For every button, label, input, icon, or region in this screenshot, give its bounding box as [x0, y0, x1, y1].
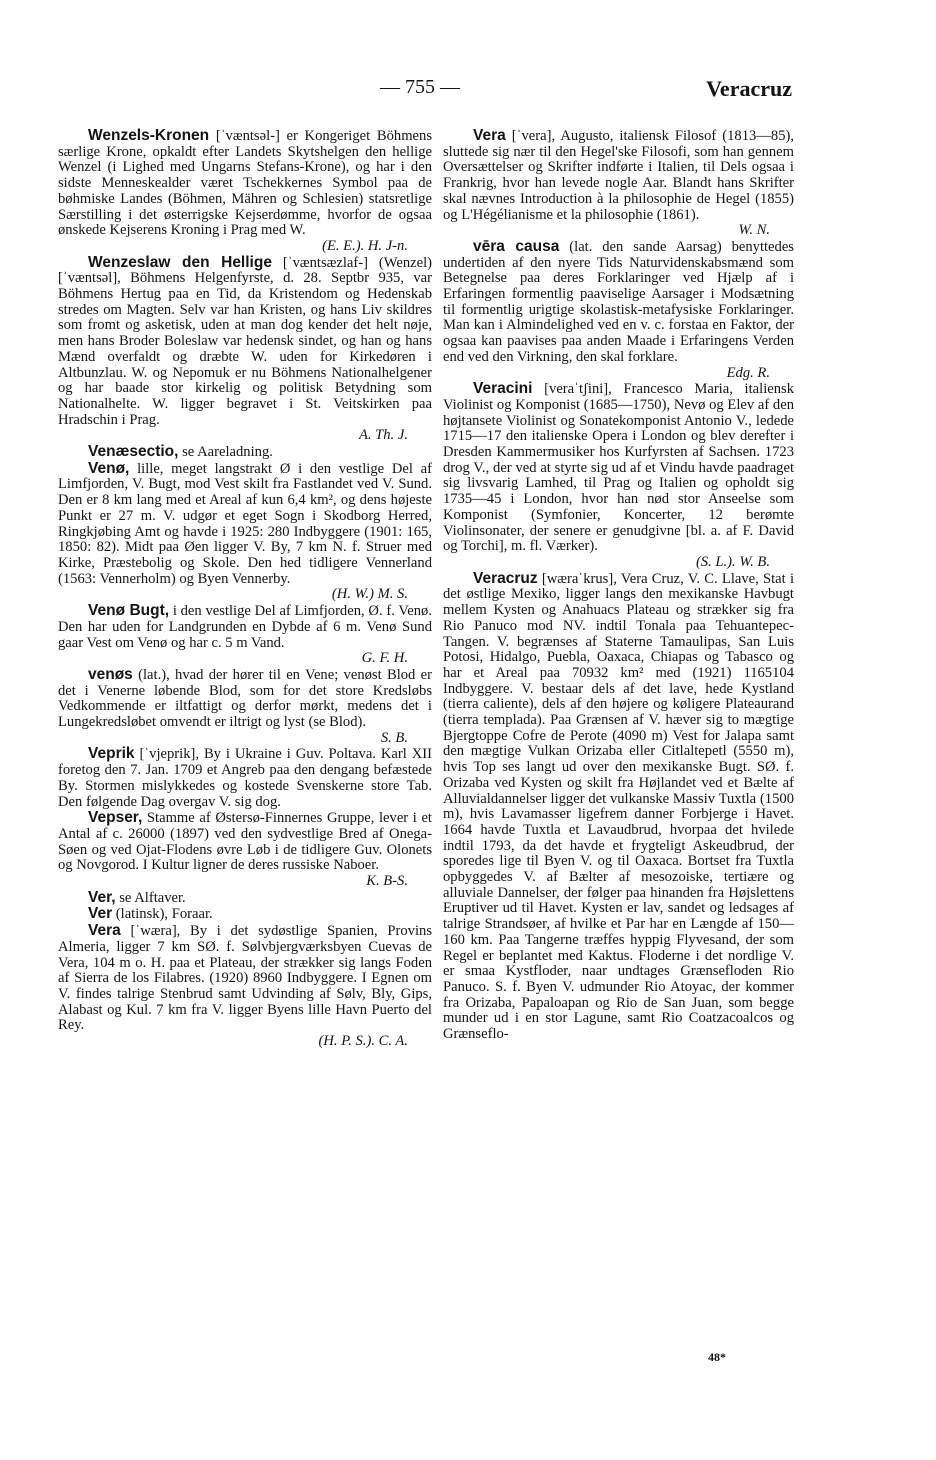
- entry-author-signature: (S. L.). W. B.: [695, 553, 770, 570]
- entry-text: (latinsk), Foraar.: [112, 906, 213, 923]
- entry-author-signature: (H. W.) M. S.: [331, 586, 408, 603]
- entry-author-signature: A. Th. J.: [358, 427, 408, 444]
- entry-author-signature: W. N.: [738, 222, 770, 239]
- entry-text: (lat.), hvad der hører til en Vene; venøst Blod er det i Venerne løbende Blod, som for det store Kredsløbs Vedkommende er iltfattigt og derfor mørkt, medens det i Lungekredsløbet omvendt er iltrigt og lyst (se Blod).: [58, 666, 432, 731]
- entry-author-signature: S. B.: [380, 729, 408, 746]
- entry: [58, 746, 432, 810]
- entry-text: [wæraˈkrus], Vera Cruz, V. C. Llave, Stat i det østlige Mexiko, ligger langs den mexikanske Havbugt mellem Kysten og Anahuacs Plateau og strækker sig fra Rio Panuco mod NV. indtil Tonala paa Tehuantepec-Tangen. V. begrænses af Staterne Tamaulipas, San Luis Potosi, Hidalgo, Puebla, Oaxaca, Chiapas og Tabasco og har et Areal paa 70932 km² med (1921) 1165104 Indbyggere. V. bestaar dels af det lave, hede Kystland (tierra caliente), dels af den højere og køligere Plateaurand (tierra templada). Paa Grænsen af V. hæver sig to mægtige Bjergtoppe Cofre de Perote (4090 m) Vest for Jalapa samt den mægtige Vulkan Orizaba eller Citlaltepetl (5550 m), hvis Top ses langt ud over den mexikanske Bugt. SØ. f. Orizaba ved Kysten og skilt fra Højlandet ved et Bælte af Alluvialdannelser ligger det vulkanske Massiv Tuxtla (1500 m), hvis Lavamasser ligefrem danner Forbjerge i Havet. 1664 havde Tuxtla et Lavaudbrud, hvorpaa det hvilede indtil 1793, da det havde et frygteligt Askeudbrud, der sporedes lige til Byen V. og til Oaxaca. Bortset fra Tuxtla opbyggedes V. af Bælter af mesozoiske, tertiære og alluviale Dannelser, der følger paa hinanden fra Højslettens Eruptiver ud til Havet. Kysten er lav, sandet og ledsages af talrige Strandsøer, af hvilke et Par har en Længde af 150—160 km. Paa Tangerne træffes hyppig Flyvesand, der som Regel er beplantet med Kaktus. Floderne i det nordlige V. er smaa Kystfloder, naar undtages Grænsefloden Rio Panuco. S. f. Byen V. udmunder Rio Atoyac, der kommer fra Orizaba, Papaloapan og Rio de San Juan, som begge munder ud i en stor Lagune, samt Rio Coatzacoalcos og Grænseflo-: [443, 570, 794, 1043]
- entry: [58, 603, 432, 667]
- entry-headword: venøs: [88, 665, 133, 683]
- entry-headword: Veprik: [88, 745, 135, 763]
- entry-headword: Veracini: [473, 380, 533, 398]
- entry-author-signature: G. F. H.: [361, 650, 408, 667]
- entry: [58, 444, 432, 461]
- entry: [443, 381, 794, 570]
- entry-text: [ˈwæra], By i det sydøstlige Spanien, Provins Almeria, ligger 7 km SØ. f. Sølvbjergværksbyen Cuevas de Vera, 104 m o. H. paa et Plateau, der strækker sig langs Foden af Sierra de los Filabres. (1920) 8960 Indbyggere. I Egnen om V. findes talrige Stenbrud samt Udvinding af Sølv, Bly, Gips, Alabast og Kul. 7 km fra V. ligger Byens lille Havn Puerto del Rey.: [58, 923, 432, 1034]
- entry: [443, 128, 794, 239]
- entry-text: (lat. den sande Aarsag) benyttedes undertiden af den nyere Tids Naturvidenskabsmænd som Betegnelse paa deres Forklaringer ved Hjælp af i Erfaringen formentlig paaviselige Aarsager i Modsætning til formentlig urigtige skolastisk-metafysiske Forklaringer. Man kan i Almindelighed ved en v. c. forstaa en Faktor, der ogsaa kan paavises paa anden Maade i Erfaringens Verden end ved den Virkning, den skal forklare.: [443, 238, 794, 365]
- entry-text: Stamme af Østersø-Finnernes Gruppe, lever i et Antal af c. 26000 (1897) ved den sydvestlige Bred af Onega-Søen og ved Ojat-Flodens øvre Løb i de tidligere Guv. Olonets og Novgorod. I Kultur ligner de deres russiske Naboer.: [58, 810, 432, 874]
- page-header: [0, 76, 936, 110]
- entry-text: i den vestlige Del af Limfjorden, Ø. f. Venø. Den har uden for Landgrunden en Dybde af 6 m. Venø Sund gaar Vest om Venø og har c. 5 m Vand.: [58, 603, 432, 651]
- entry-author-signature: (H. P. S.). C. A.: [318, 1033, 408, 1050]
- entry-headword: Vera: [473, 127, 506, 144]
- entry-headword: Venø Bugt,: [88, 602, 170, 620]
- entry-headword: Wenzeslaw den Hellige: [88, 253, 272, 271]
- entry: [58, 923, 432, 1050]
- entry-headword: Ver,: [88, 888, 116, 906]
- entry-text: [ˈvera], Augusto, italiensk Filosof (1813—85), sluttede sig nær til den Hegel'ske Filosofi, som han gennem Oversættelser og Skrifter indførte i Italien, til Dels ogsaa i Frankrig, hvor han levede nogle Aar. Blandt hans Skrifter skal nævnes Introduction à la philosophie de Hegel (1855) og L'Hégélianisme et la philosophie (1861).: [443, 128, 794, 223]
- entry: [58, 461, 432, 603]
- entry: [58, 810, 432, 890]
- entry: [58, 890, 432, 907]
- entry-text: se Aareladning.: [178, 444, 273, 461]
- entry-headword: Venæsectio,: [88, 443, 179, 461]
- printer-signature-mark: 48*: [708, 1350, 726, 1364]
- entry-author-signature: Edg. R.: [726, 364, 770, 381]
- entry: [58, 906, 432, 923]
- entry-headword: Veracruz: [473, 569, 538, 587]
- entry-author-signature: (E. E.). H. J-n.: [322, 237, 408, 254]
- entry-headword: vēra causa: [473, 237, 560, 255]
- entry-text: se Alftaver.: [115, 889, 186, 906]
- entry-text: [ˈvjeprik], By i Ukraine i Guv. Poltava. Karl XII foretog den 7. Jan. 1709 et Angreb paa den dengang befæstede By. Stormen mislykkedes og kostede Svenskerne store Tab. Den følgende Dag overgav V. sig dog.: [58, 746, 432, 810]
- entry-author-signature: K. B-S.: [366, 873, 408, 890]
- entry: [58, 128, 432, 255]
- page-number: — 755 —: [380, 76, 460, 98]
- entry-headword: Vera: [88, 922, 121, 940]
- entry-text: [veraˈtʃini], Francesco Maria, italiensk Violinist og Komponist (1685—1750), Nevø og Elev af den højtansete Violinist og Sonatekomponist Antonio V., ledede 1715—17 den italienske Opera i London og blev derefter i Dresden Kammermusiker hos Kurfyrsten af Sachsen. 1723 drog V., der ved at styrte sig ud af et Vindu havde paadraget sig livsvarig Lamhed, til Prag og Italien og opholdt sig 1735—45 i London, hvor han nød stor Anseelse som Komponist (Symfonier, Koncerter, 12 berømte Violinsonater, der senere er genudgivne [bl. a. af F. David og Torchi], m. fl. Værker).: [443, 381, 794, 555]
- entry-headword: Ver: [88, 905, 113, 923]
- left-column: [58, 128, 432, 1050]
- entry-headword: Venø,: [88, 459, 130, 477]
- entry-text: lille, meget langstrakt Ø i den vestlige Del af Limfjorden, V. Bugt, mod Vest skilt fra Fastlandet ved V. Sund. Den er 8 km lang med et Areal af kun 6,4 km², og dens højeste Punkt er 27 m. V. udgør et eget Sogn i Skodborg Herred, Ringkjøbing Amt og havde i 1925: 280 Indbyggere (1901: 165, 1850: 82). Midt paa Øen ligger V. By, 7 km N. f. Struer med Kirke, Præstebolig og Skole. Den hed tidligere Vennerland (1563: Vennerholm) og Byen Vennerby.: [58, 460, 432, 587]
- entry-headword: Vepser,: [88, 809, 143, 827]
- running-head: Veracruz: [706, 76, 792, 101]
- entry-text: [ˈvæntsəl-] er Kongeriget Böhmens særlige Krone, opkaldt efter Landets Skytshelgen den hellige Wenzel (i Lighed med Ungarns Stefans-Krone), og har i den sidste Menneskealder været Tschekkernes Symbol paa de bøhmiske Landes (Böhmen, Mähren og Schlesien) statsretlige Særstilling i det østerrigske Kejserdømme, hvorfor de ogsaa ønskede Kejserens Kroning i Prag med W.: [58, 128, 432, 239]
- entry-headword: Wenzels-Kronen: [88, 127, 210, 144]
- right-column: [443, 128, 794, 1043]
- entry-text: [ˈvæntsæzlaf-] (Wenzel) [ˈvæntsəl], Böhmens Helgenfyrste, d. 28. Septbr 935, var Böhmens Hertug paa en Tid, da Kristendom og Hedenskab stredes om Magten. Selv var han Kristen, og hans Liv skildres som fromt og asketisk, uden at man dog kender det helt nøje, men hans Broder Boleslaw var hedensk sindet, og han og hans Mænd overfaldt og dræbte W. uden for Kirkedøren i Altbunzlau. W. og Nepomuk er nu Böhmens Nationalhelgener og har baade stor kirkelig og politisk Betydning som Nationalhelte. W. ligger begravet i St. Veitskirken paa Hradschin i Prag.: [58, 254, 433, 428]
- entry: [58, 667, 432, 747]
- entry: [58, 255, 432, 444]
- entry: [443, 571, 794, 1043]
- entry: [443, 239, 794, 381]
